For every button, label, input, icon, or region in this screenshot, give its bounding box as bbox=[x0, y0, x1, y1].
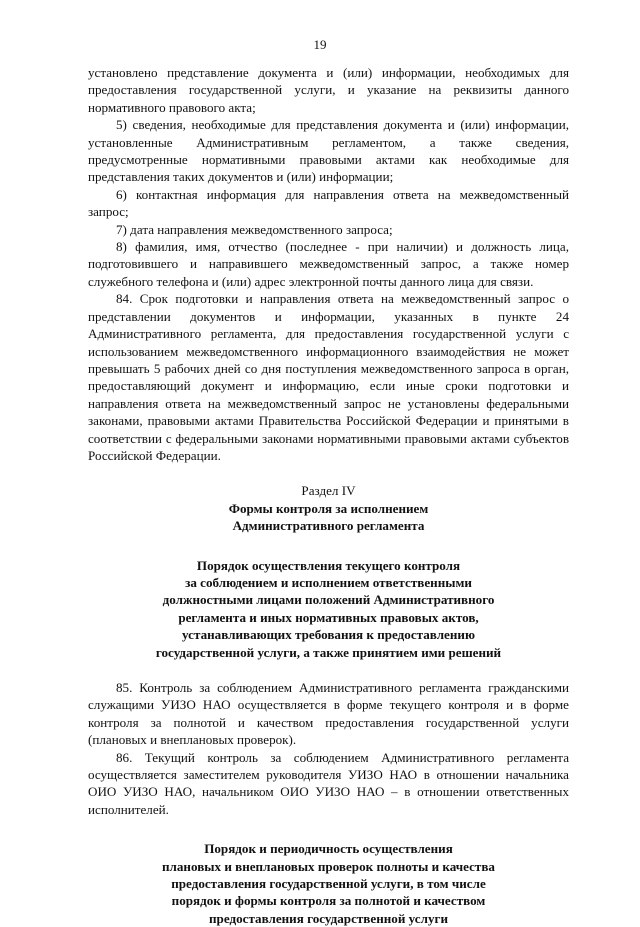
paragraph-item-6: 6) контактная информация для направления ответа на межведомственный запрос; bbox=[88, 186, 569, 220]
paragraph-item-8: 8) фамилия, имя, отчество (последнее - при наличии) и должность лица, подготовившего и направившего межведомственный запрос, а также номер служебного телефона и (или) адрес электронной почты данного лица для связи. bbox=[88, 239, 569, 289]
paragraph-item-7: 7) дата направления межведомственного запроса; bbox=[116, 221, 393, 237]
heading-line: предоставления государственной услуги, в том числе bbox=[171, 876, 486, 892]
subsection-heading-inspections bbox=[88, 840, 569, 927]
paragraph-85: 85. Контроль за соблюдением Административного регламента гражданскими служащими УИЗО НАО осуществляется в форме текущего контроля и в форме контроля за полнотой и качеством предоставления государственной услуги (плановых и внеплановых проверок). bbox=[88, 680, 569, 748]
heading-line: Порядок осуществления текущего контроля bbox=[196, 557, 461, 573]
paragraph-item-5: 5) сведения, необходимые для представления документа и (или) информации, установленные Административным регламентом, а также сведения, предусмотренные нормативными правовыми актами как необходимые для представления таких документов и (или) информации; bbox=[88, 117, 569, 185]
subsection-heading-current-control bbox=[88, 557, 569, 661]
heading-line: плановых и внеплановых проверок полноты и качества bbox=[162, 858, 495, 874]
heading-line: государственной услуги, а также принятием ими решений bbox=[155, 644, 502, 660]
section-title bbox=[88, 500, 569, 535]
paragraph-continuation: установлено представление документа и (или) информации, необходимых для предоставления государственной услуги, и указание на реквизиты данного нормативного правового акта; bbox=[88, 65, 569, 115]
heading-line: порядок и формы контроля за полнотой и качеством bbox=[171, 893, 486, 909]
heading-line: Порядок и периодичность осуществления bbox=[204, 841, 453, 857]
paragraph-84: 84. Срок подготовки и направления ответа на межведомственный запрос о представлении документов и информации, указанных в пункте 24 Административного регламента, для предоставления государственной услуги с использованием межведомственного информационного взаимодействия не может превышать 5 рабочих дней со дня поступления межведомственного запроса в орган, предоставляющий документ и информацию, если иные сроки подготовки и направления ответа на межведомственный запрос не установлены федеральными законами, правовыми актами Правительства Российской Федерации и принятыми в соответствии с федеральными законами нормативными правовыми актами субъектов Российской Федерации. bbox=[88, 291, 569, 463]
section-label: Раздел IV bbox=[301, 483, 356, 499]
heading-line: должностными лицами положений Административного bbox=[162, 592, 495, 608]
section-title-line: Административного регламента bbox=[232, 518, 425, 534]
heading-line: предоставления государственной услуги bbox=[209, 910, 448, 926]
heading-line: регламента и иных нормативных правовых актов, bbox=[178, 609, 479, 625]
paragraph-86: 86. Текущий контроль за соблюдением Административного регламента осуществляется заместителем руководителя УИЗО НАО в отношении начальника ОИО УИЗО НАО, начальником ОИО УИЗО НАО – в отношении ответственных исполнителей. bbox=[88, 749, 569, 817]
page-number: 19 bbox=[313, 37, 327, 52]
heading-line: за соблюдением и исполнением ответственными bbox=[185, 574, 472, 590]
heading-line: устанавливающих требования к предоставлению bbox=[182, 627, 475, 643]
section-title-line: Формы контроля за исполнением bbox=[228, 500, 429, 516]
page-content bbox=[88, 64, 569, 927]
